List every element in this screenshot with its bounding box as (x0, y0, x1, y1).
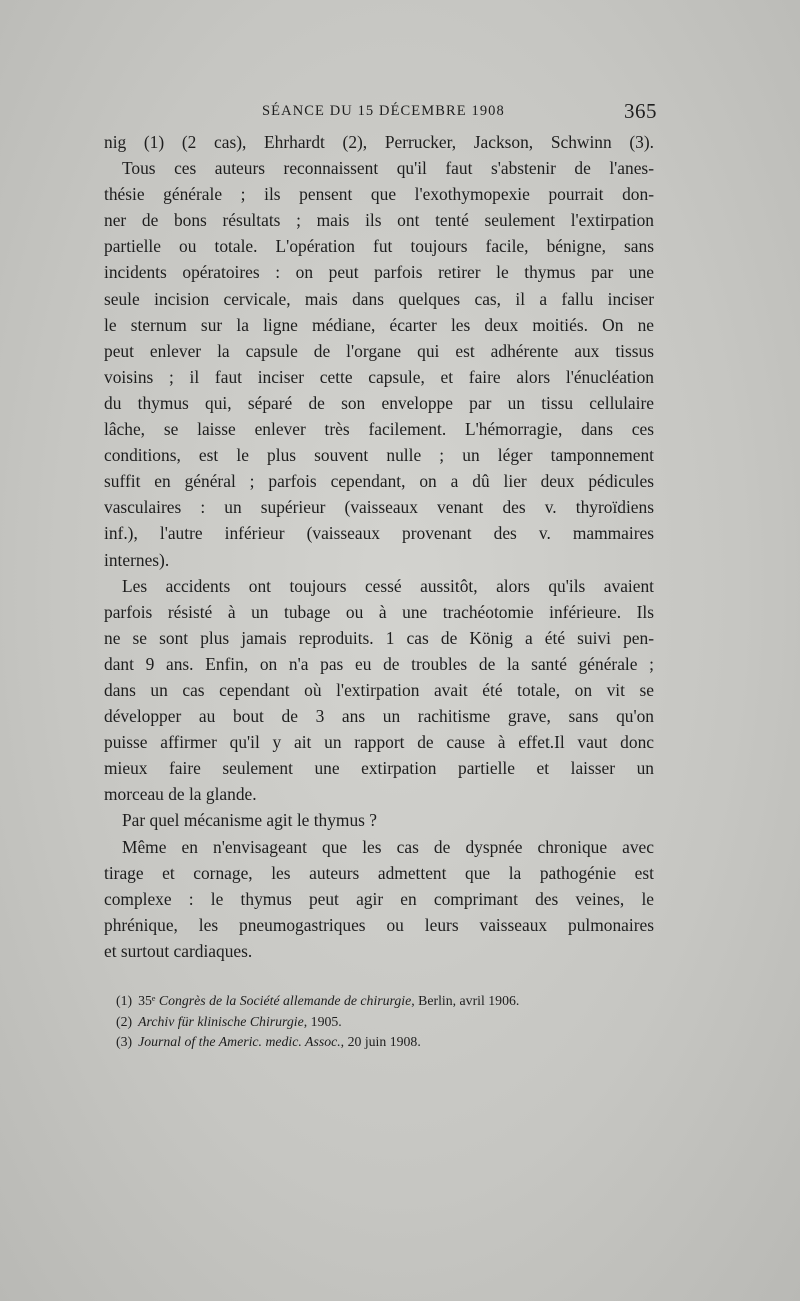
text-line: thésie générale ; ils pensent que l'exothymopexie pourrait don- (104, 184, 654, 205)
text-line: du thymus qui, séparé de son enveloppe par un tissu cellulaire (104, 392, 654, 413)
text-line: et surtout cardiaques. (104, 940, 253, 961)
running-head: SÉANCE DU 15 DÉCEMBRE 1908 (262, 103, 505, 119)
body-text (104, 129, 654, 964)
text-line: morceau de la glande. (104, 784, 257, 805)
text-line: ner de bons résultats ; mais ils ont tenté seulement l'extirpation (104, 210, 654, 231)
footnote-number: (1) (116, 993, 133, 1008)
text-line: nig (1) (2 cas), Ehrhardt (2), Perrucker, Jackson, Schwinn (3). (104, 132, 654, 152)
text-line: Les accidents ont toujours cessé aussitôt, alors qu'ils avaient (122, 575, 654, 596)
footnote-number: (2) (116, 1013, 133, 1029)
text-line: Par quel mécanisme agit le thymus ? (122, 810, 377, 831)
footnote-suffix: , Berlin, avril 1906. (411, 993, 520, 1008)
footnote-suffix: , 1905. (303, 1013, 342, 1029)
page-number: 365 (624, 99, 657, 123)
footnote-title: Archiv für klinische Chirurgie (138, 1013, 304, 1029)
text-line: le sternum sur la ligne médiane, écarter les deux moitiés. On ne (104, 314, 654, 335)
text-line: dans un cas cependant où l'extirpation avait été totale, on vit se (104, 679, 654, 700)
text-line: tirage et cornage, les auteurs admettent que la pathogénie est (104, 862, 654, 883)
text-line: lâche, se laisse enlever très facilement. L'hémorragie, dans ces (104, 419, 654, 440)
text-line: phrénique, les pneumogastriques ou leurs vaisseaux pulmonaires (104, 914, 654, 935)
text-line: voisins ; il faut inciser cette capsule, et faire alors l'énucléation (104, 366, 654, 387)
footnote-title: Journal of the Americ. medic. Assoc. (138, 1034, 341, 1049)
text-line: inf.), l'autre inférieur (vaisseaux provenant des v. mammaires (104, 523, 654, 544)
footnote (116, 1032, 656, 1053)
footnote (116, 991, 656, 1012)
text-line: puisse affirmer qu'il y ait un rapport de cause à effet.Il vaut donc (104, 732, 654, 753)
page-header (262, 101, 657, 125)
text-line: Tous ces auteurs reconnaissent qu'il faut s'abstenir de l'anes- (122, 158, 654, 179)
text-line: partielle ou totale. L'opération fut toujours facile, bénigne, sans (104, 236, 654, 257)
text-line: vasculaires : un supérieur (vaisseaux venant des v. thyroïdiens (104, 497, 654, 518)
footnote-number: (3) (116, 1034, 133, 1049)
text-line: développer au bout de 3 ans un rachitisme grave, sans qu'on (104, 706, 654, 727)
footnote (116, 1012, 656, 1033)
footnote-title: Congrès de la Société allemande de chirurgie (158, 993, 412, 1008)
text-line: ne se sont plus jamais reproduits. 1 cas de König a été suivi pen- (104, 627, 654, 648)
text-line: internes). (104, 549, 170, 570)
text-line: incidents opératoires : on peut parfois retirer le thymus par une (104, 262, 654, 283)
footnote-prefix: 35ᵉ (138, 993, 159, 1008)
text-line: mieux faire seulement une extirpation partielle et laisser un (104, 758, 654, 779)
footnote-suffix: , 20 juin 1908. (340, 1034, 421, 1049)
text-line: suffit en général ; parfois cependant, on a dû lier deux pédicules (104, 471, 654, 492)
text-line: dant 9 ans. Enfin, on n'a pas eu de troubles de la santé générale ; (104, 653, 654, 674)
footnotes (116, 991, 656, 1053)
text-line: parfois résisté à un tubage ou à une trachéotomie inférieure. Ils (104, 601, 654, 622)
text-line: seule incision cervicale, mais dans quelques cas, il a fallu inciser (104, 288, 654, 309)
text-line: conditions, est le plus souvent nulle ; un léger tamponnement (104, 445, 654, 466)
text-line: Même en n'envisageant que les cas de dyspnée chronique avec (122, 836, 654, 857)
text-line: complexe : le thymus peut agir en comprimant des veines, le (104, 888, 654, 909)
text-line: peut enlever la capsule de l'organe qui est adhérente aux tissus (104, 340, 654, 361)
